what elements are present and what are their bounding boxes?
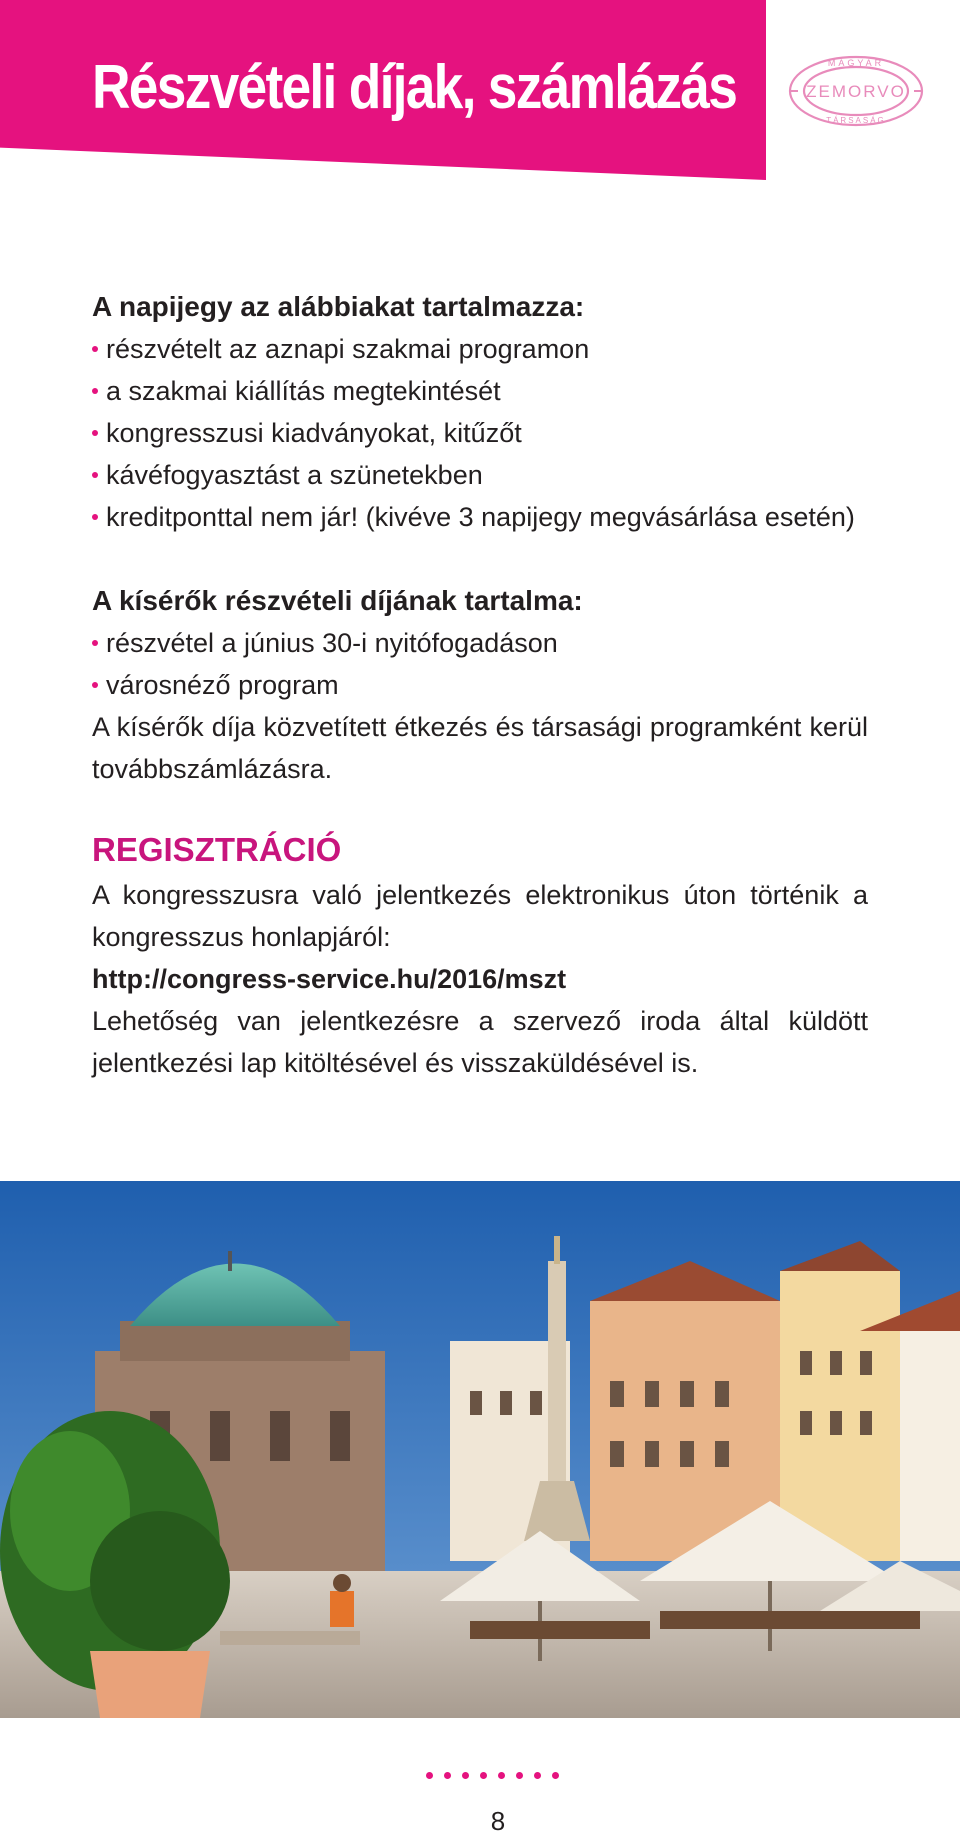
companions-note: A kísérők díja közvetített étkezés és társasági programként kerül továbbszámlázásra. [92, 712, 868, 784]
list-item: részvétel a június 30-i nyitófogadáson [92, 622, 868, 664]
society-logo [786, 52, 926, 130]
registration-note: Lehetőség van jelentkezésre a szervező iroda által küldött jelentkezési lap kitöltésével és visszaküldésével is. [92, 1006, 868, 1078]
decorative-dot [498, 1772, 505, 1779]
page-title: Részvételi díjak, számlázás [92, 53, 737, 122]
town-square-photo [0, 1181, 960, 1718]
registration-link[interactable]: http://congress-service.hu/2016/mszt [92, 964, 567, 994]
day-ticket-list [92, 328, 868, 538]
list-item: városnéző program [92, 664, 868, 706]
day-ticket-heading: A napijegy az alábbiakat tartalmazza: [92, 291, 585, 322]
svg-text:MAGYAR: MAGYAR [827, 58, 885, 68]
decorative-dot [516, 1772, 523, 1779]
list-item: részvételt az aznapi szakmai programon [92, 328, 868, 370]
list-item: kreditponttal nem jár! (kivéve 3 napijegy megvásárlása esetén) [92, 496, 868, 538]
list-item: kávéfogyasztást a szünetekben [92, 454, 868, 496]
decorative-dot [462, 1772, 469, 1779]
companions-heading: A kísérők részvételi díjának tartalma: [92, 585, 583, 616]
svg-text:TÁRSASÁG: TÁRSASÁG [826, 116, 886, 125]
registration-text: A kongresszusra való jelentkezés elektronikus úton történik a kongresszus honlapjáról: [92, 880, 868, 952]
decorative-dot [534, 1772, 541, 1779]
main-content [92, 286, 868, 1084]
decorative-dot [480, 1772, 487, 1779]
companions-list [92, 622, 868, 706]
registration-heading: REGISZTRÁCIÓ [92, 831, 342, 868]
list-item: a szakmai kiállítás megtekintését [92, 370, 868, 412]
decorative-dot [426, 1772, 433, 1779]
page-dots [426, 1772, 559, 1779]
list-item: kongresszusi kiadványokat, kitűzőt [92, 412, 868, 454]
svg-text:ZEMORVO: ZEMORVO [806, 82, 906, 101]
decorative-dot [444, 1772, 451, 1779]
decorative-dot [552, 1772, 559, 1779]
page-number: 8 [490, 1806, 506, 1836]
